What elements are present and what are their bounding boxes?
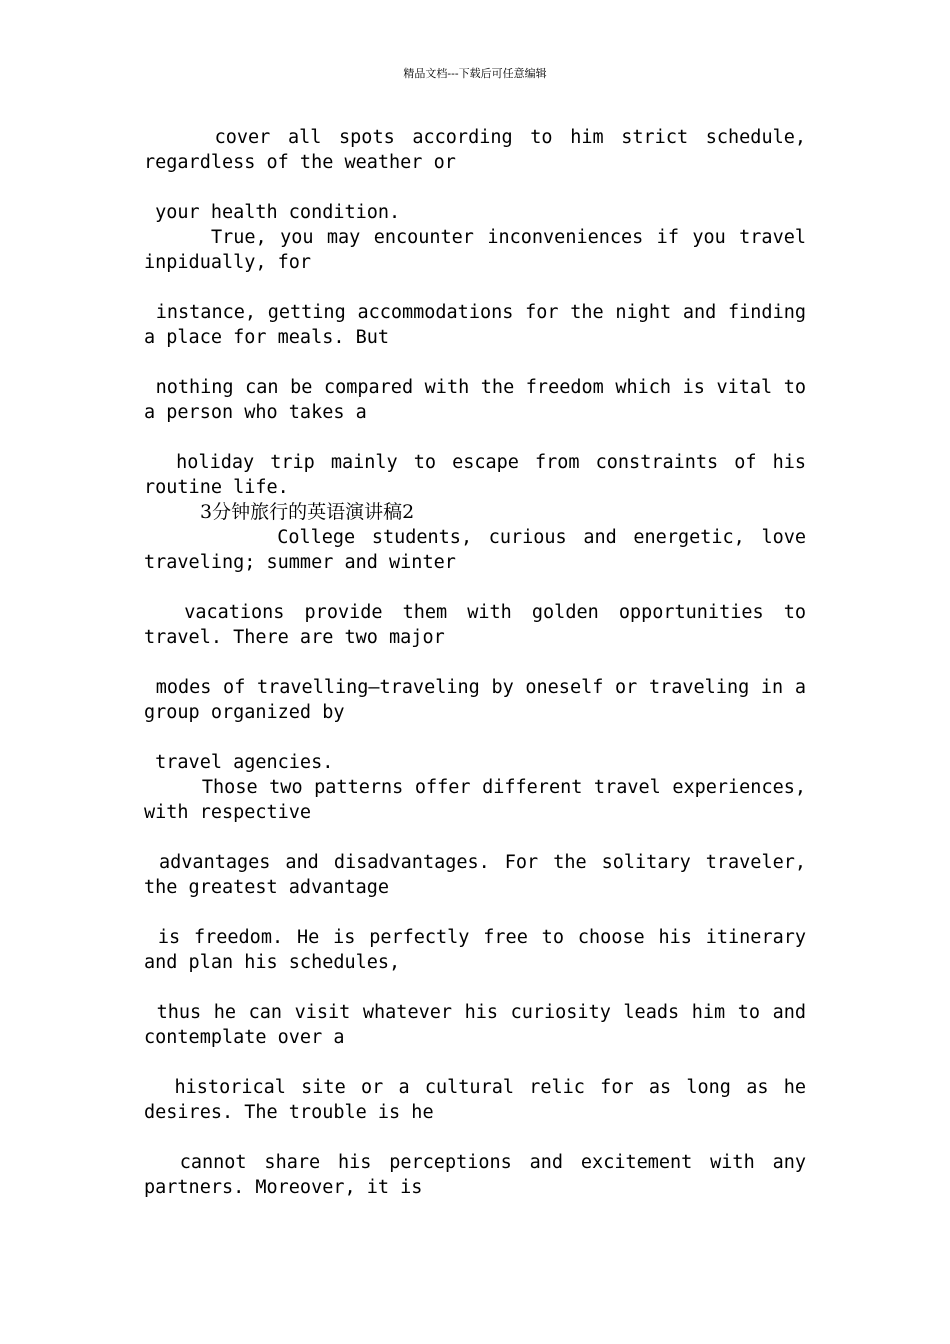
paragraph-line: thus he can visit whatever his curiosity leads him to and contemplate over a	[144, 1002, 818, 1048]
paragraph-line: cannot share his perceptions and excitement with any partners. Moreover, it is	[144, 1152, 818, 1198]
section-heading: 3分钟旅行的英语演讲稿2	[200, 501, 415, 523]
paragraph-line: Those two patterns offer different travel experiences, with respective	[144, 777, 818, 823]
paragraph-line: instance, getting accommodations for the night and finding a place for meals. But	[144, 302, 818, 348]
paragraph-line: College students, curious and energetic, love traveling; summer and winter	[144, 527, 818, 573]
paragraph-line: True, you may encounter inconveniences if you travel inpidually, for	[144, 227, 818, 273]
paragraph-line: holiday trip mainly to escape from constraints of his routine life.	[144, 452, 818, 498]
paragraph-line: travel agencies.	[144, 752, 334, 773]
paragraph-line: nothing can be compared with the freedom which is vital to a person who takes a	[144, 377, 818, 423]
document-body	[144, 125, 818, 1200]
paragraph-line: advantages and disadvantages. For the solitary traveler, the greatest advantage	[144, 852, 818, 898]
paragraph-line: modes of travelling—traveling by oneself or traveling in a group organized by	[144, 677, 818, 723]
paragraph-line: cover all spots according to him strict schedule, regardless of the weather or	[144, 127, 818, 173]
page-header: 精品文档---下载后可任意编辑	[403, 67, 547, 80]
paragraph-line: vacations provide them with golden opportunities to travel. There are two major	[144, 602, 818, 648]
paragraph-line: historical site or a cultural relic for as long as he desires. The trouble is he	[144, 1077, 818, 1123]
paragraph-line: is freedom. He is perfectly free to choose his itinerary and plan his schedules,	[144, 927, 818, 973]
paragraph-line: your health condition.	[144, 202, 401, 223]
